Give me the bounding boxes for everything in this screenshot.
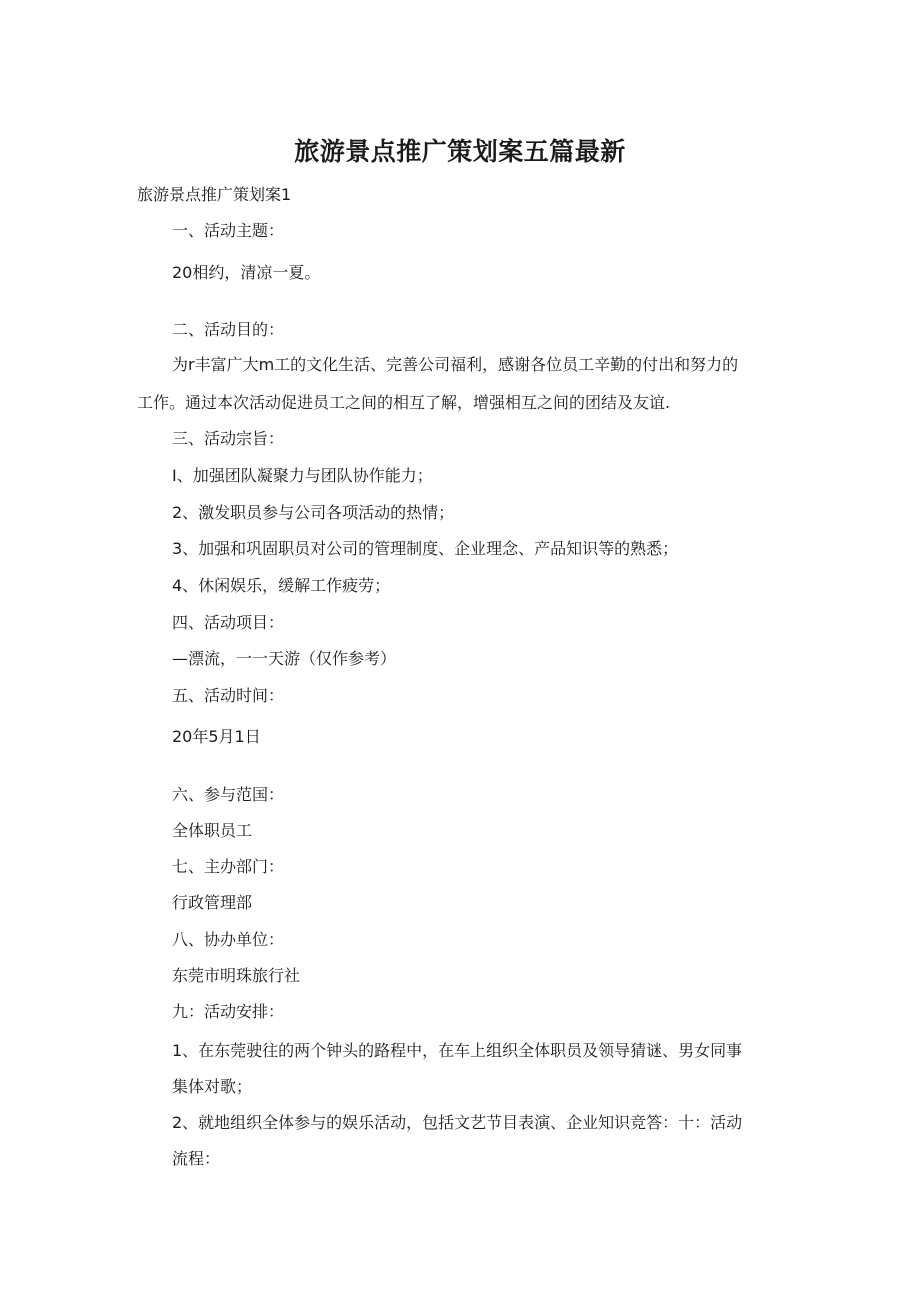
- paragraph-organizer: 行政管理部: [172, 893, 253, 912]
- paragraph-scope: 全体职员工: [172, 821, 253, 840]
- section-heading-co-organizer: 八、协办单位：: [172, 930, 285, 949]
- list-item: 2、就地组织全体参与的娱乐活动，包括文艺节目表演、企业知识竞答：十：活动: [172, 1113, 743, 1132]
- paragraph-theme: 20相约，清凉一夏。: [172, 263, 321, 282]
- list-item: 1、在东莞驶往的两个钟头的路程中，在车上组织全体职员及领导猜谜、男女同事: [172, 1041, 743, 1060]
- paragraph-time: 20年5月1日: [172, 727, 261, 746]
- section-heading-scope: 六、参与范国：: [172, 785, 285, 804]
- paragraph-projects: —漂流，一一天游（仅作参考）: [172, 649, 397, 668]
- document-subtitle: 旅游景点推广策划案1: [137, 185, 292, 204]
- section-heading-time: 五、活动时间：: [172, 686, 285, 705]
- section-heading-tenet: 三、活动宗旨：: [172, 429, 285, 448]
- section-heading-arrangement: 九：活动安排：: [172, 1002, 285, 1021]
- paragraph-co-organizer: 东莞市明珠旅行社: [172, 966, 301, 985]
- list-item: 3、加强和巩固职员对公司的管理制度、企业理念、产品知识等的熟悉；: [172, 539, 679, 558]
- paragraph-purpose-line-2: 工作。通过本次活动促进员工之间的相互了解，增强相互之间的团结及友谊.: [137, 393, 671, 412]
- paragraph-purpose-line-1: 为r丰富广大m工的文化生活、完善公司福利，感谢各位员工辛勤的付出和努力的: [172, 355, 739, 374]
- list-item-continuation: 集体对歌；: [172, 1077, 253, 1096]
- list-item: I、加强团队凝聚力与团队协作能力；: [172, 466, 433, 485]
- section-heading-purpose: 二、活动目的：: [172, 320, 285, 339]
- list-item-continuation: 流程：: [172, 1149, 221, 1168]
- section-heading-theme: 一、活动主题：: [172, 221, 285, 240]
- list-item: 2、激发职员参与公司各项活动的热情；: [172, 503, 455, 522]
- section-heading-projects: 四、活动项目：: [172, 613, 285, 632]
- list-item: 4、休闲娱乐，缓解工作疲劳；: [172, 576, 391, 595]
- section-heading-organizer: 七、主办部门：: [172, 857, 285, 876]
- document-title: 旅游景点推广策划案五篇最新: [294, 137, 626, 166]
